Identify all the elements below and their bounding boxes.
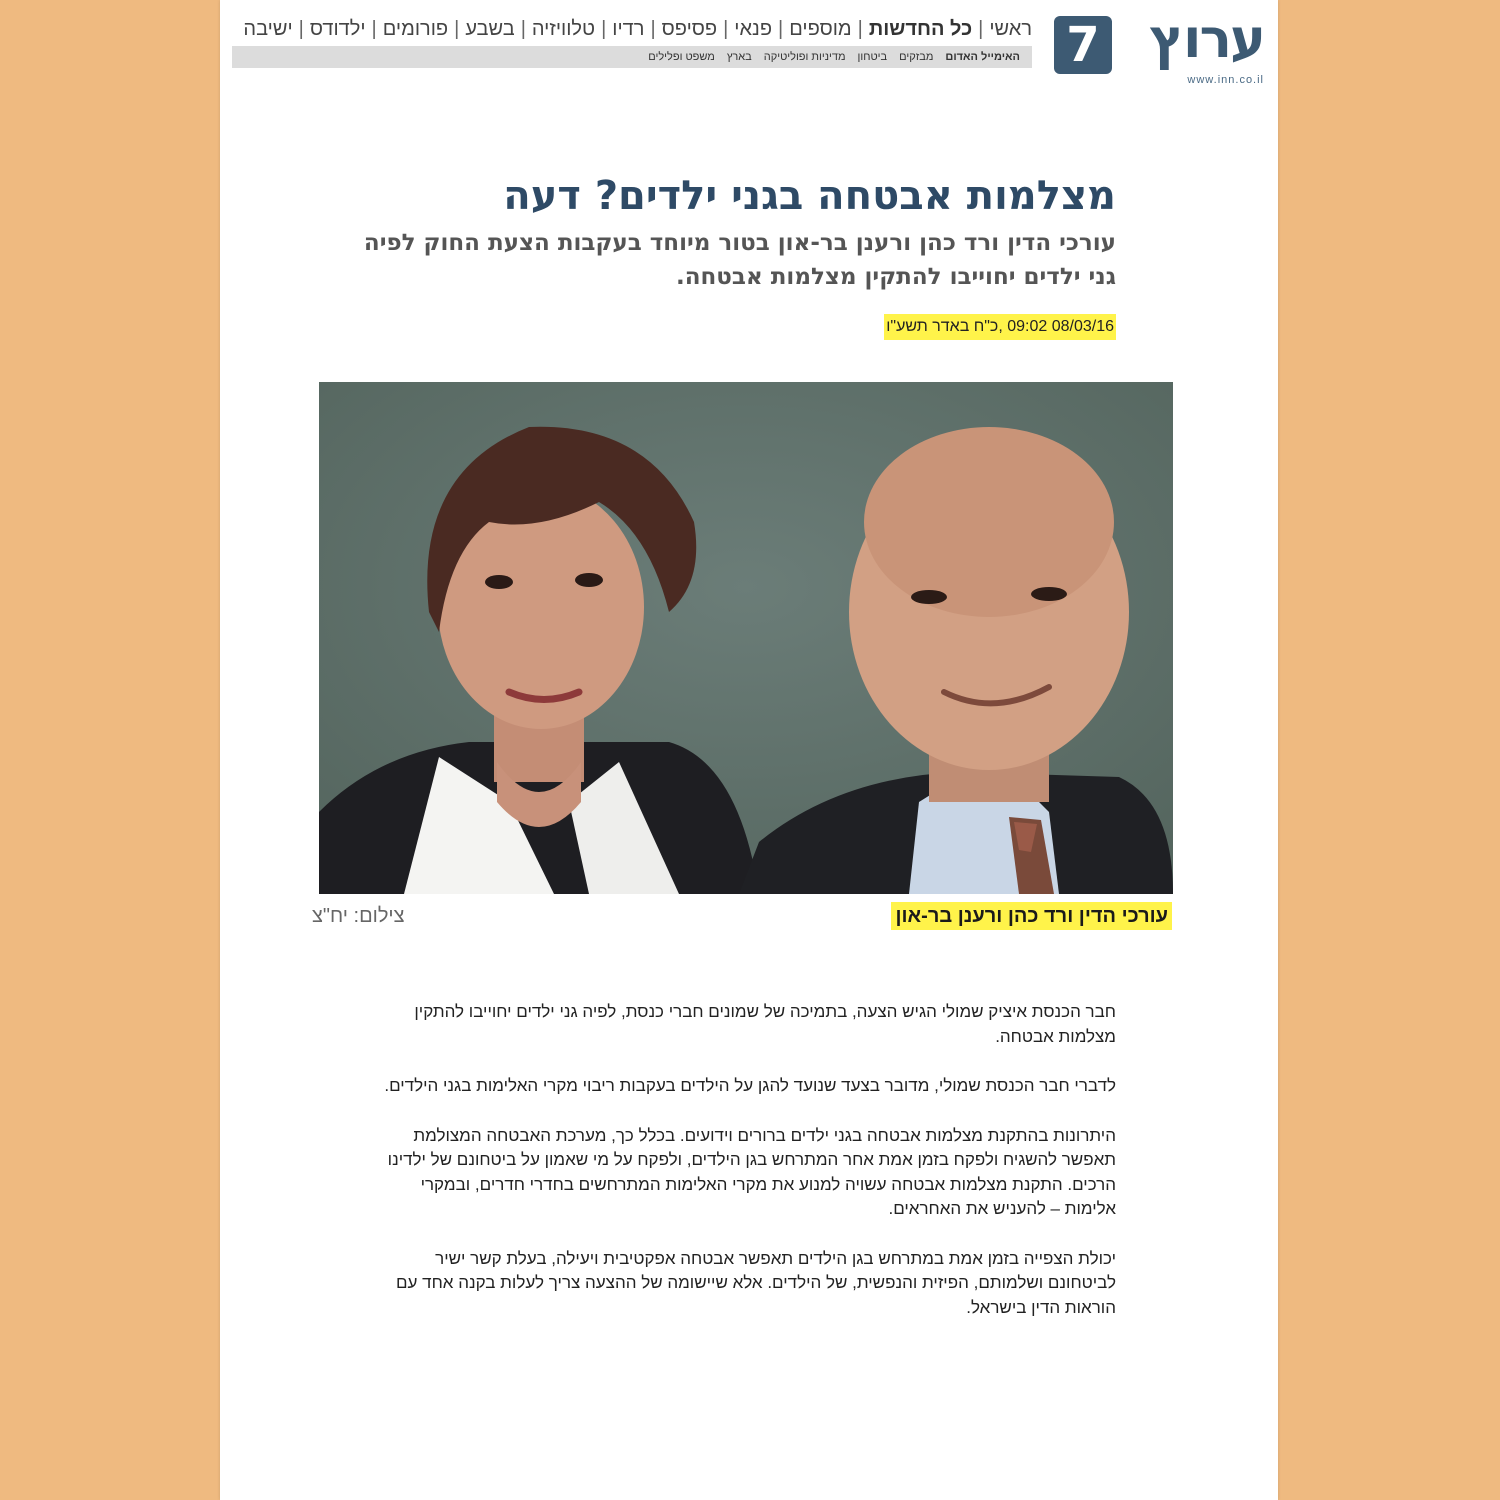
portrait-illustration [319, 382, 1173, 894]
nav-separator: | [650, 18, 656, 40]
subnav-link[interactable]: משפט ופלילים [648, 51, 715, 63]
nav-link[interactable]: ישיבה [243, 18, 293, 40]
nav-separator: | [454, 18, 460, 40]
body-paragraph: יכולת הצפייה בזמן אמת במתרחש בגן הילדים תאפשר אבטחה אפקטיבית ויעילה, בעלת קשר ישיר לביטחונם ושלמותם, הפיזית והנפשית, של הילדים. אלא שיישומה של ההצעה צריך לעלות בקנה אחד עם הוראות הדין בישראל. [396, 1248, 1116, 1317]
logo-url: www.inn.co.il [1187, 74, 1264, 86]
nav-link[interactable]: פסיפס [661, 18, 718, 40]
main-nav [232, 14, 1032, 44]
page-sheet [220, 0, 1278, 1500]
logo-word: ערוץ [1149, 7, 1264, 70]
subnav-link[interactable]: מדיניות ופוליטיקה [763, 51, 846, 63]
subnav-link[interactable]: האימייל האדום [945, 51, 1020, 63]
nav-link[interactable]: מוספים [789, 18, 852, 40]
nav-separator: | [778, 18, 784, 40]
photo-caption: עורכי הדין ורד כהן ורענן בר-און [891, 902, 1172, 930]
nav-link[interactable]: פנאי [734, 18, 773, 40]
body-paragraph: לדברי חבר הכנסת שמולי, מדובר בצעד שנועד להגן על הילדים בעקבות ריבוי מקרי האלימות בגני הילדים. [384, 1076, 1116, 1095]
nav-link[interactable]: ילדודס [309, 18, 366, 40]
article-photo [319, 382, 1173, 894]
subnav-link[interactable]: ביטחון [857, 51, 888, 63]
body-paragraph: חבר הכנסת איציק שמולי הגיש הצעה, בתמיכה של שמונים חברי כנסת, לפיה גני ילדים יחוייבו להתקין מצלמות אבטחה. [414, 1002, 1116, 1046]
nav-separator: | [520, 18, 526, 40]
nav-link[interactable]: טלוויזיה [531, 18, 596, 40]
article-headline: מצלמות אבטחה בגני ילדים? דעה [503, 173, 1116, 219]
logo-number: 7 [1054, 16, 1112, 74]
nav-link[interactable]: פורומים [382, 18, 449, 40]
subnav-link[interactable]: מבזקים [899, 51, 934, 63]
sub-nav [232, 46, 1032, 68]
nav-separator: | [857, 18, 863, 40]
article-subhead: עורכי הדין ורד כהן ורענן בר-און בטור מיוחד בעקבות הצעת החוק לפיה גני ילדים יחוייבו להתקין מצלמות אבטחה. [363, 230, 1116, 290]
nav-link[interactable]: ראשי [989, 18, 1032, 40]
nav-separator: | [723, 18, 729, 40]
nav-separator: | [298, 18, 304, 40]
nav-link[interactable]: בשבע [465, 18, 515, 40]
article-dateline: 08/03/16 09:02 ,כ"ח באדר תשע"ו [884, 314, 1116, 340]
article-body [370, 1000, 1116, 1345]
site-logo[interactable] [1054, 7, 1264, 86]
nav-separator: | [978, 18, 984, 40]
nav-separator: | [371, 18, 377, 40]
nav-separator: | [601, 18, 607, 40]
nav-link[interactable]: כל החדשות [868, 18, 973, 40]
body-paragraph: היתרונות בהתקנת מצלמות אבטחה בגני ילדים ברורים וידועים. בכלל כך, מערכת האבטחה המצולמת תאפשר להשגיח ולפקח בזמן אמת אחר המתרחש בגן הילדים, ולפקח על מי שאמון על ביטחונם של ילדינו הרכים. התקנת מצלמות אבטחה עשויה למנוע את מקרי האלימות המתרחשים בחדרי חדרים, ובמקרי אלימות – להעניש את האחראים. [387, 1125, 1116, 1218]
photo-credit: צילום: יח"צ [312, 905, 405, 927]
nav-link[interactable]: רדיו [612, 18, 645, 40]
subnav-link[interactable]: בארץ [726, 51, 752, 63]
